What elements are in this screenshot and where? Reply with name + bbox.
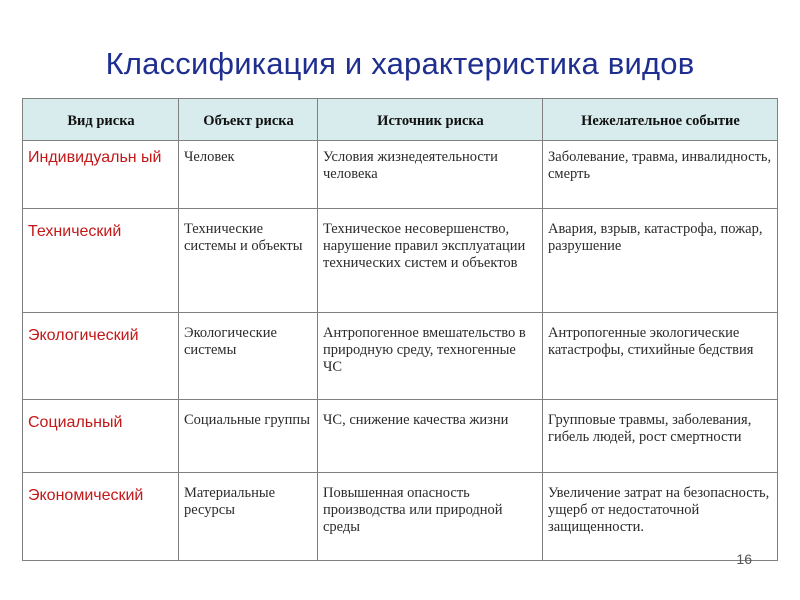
risk-event-cell: Групповые травмы, заболевания, гибель людей, рост смертности	[543, 400, 778, 473]
risk-kind-label: Индивидуальн ый	[28, 149, 162, 166]
risk-source-cell: Техническое несовершенство, нарушение правил эксплуатации технических систем и объектов	[318, 209, 543, 313]
column-header-event: Нежелательное событие	[543, 99, 778, 141]
risk-kind-cell	[23, 141, 179, 209]
column-header-object: Объект риска	[179, 99, 318, 141]
risk-event-cell: Увеличение затрат на безопасность, ущерб от недостаточной защищенности.	[543, 473, 778, 561]
risk-object-cell: Технические системы и объекты	[179, 209, 318, 313]
risk-source-cell: Условия жизнедеятельности человека	[318, 141, 543, 209]
table-row	[23, 209, 778, 313]
table-header-row	[23, 99, 778, 141]
risk-event-cell: Авария, взрыв, катастрофа, пожар, разрушение	[543, 209, 778, 313]
risk-event-cell: Антропогенные экологические катастрофы, стихийные бедствия	[543, 313, 778, 400]
risk-kind-label: Технический	[28, 223, 122, 240]
risk-object-cell: Социальные группы	[179, 400, 318, 473]
risk-classification-table	[22, 98, 778, 561]
column-header-source: Источник риска	[318, 99, 543, 141]
risk-kind-label: Социальный	[28, 414, 123, 431]
table-row	[23, 141, 778, 209]
table-row	[23, 473, 778, 561]
column-header-kind: Вид риска	[23, 99, 179, 141]
risk-kind-cell	[23, 313, 179, 400]
risk-object-cell: Материальные ресурсы	[179, 473, 318, 561]
risk-kind-label: Экономический	[28, 487, 144, 504]
risk-event-cell: Заболевание, травма, инвалидность, смерть	[543, 141, 778, 209]
risk-object-cell: Экологические системы	[179, 313, 318, 400]
table-row	[23, 400, 778, 473]
risk-source-cell: Антропогенное вмешательство в природную среду, техногенные ЧС	[318, 313, 543, 400]
risk-kind-cell	[23, 473, 179, 561]
page-number: 16	[736, 551, 752, 567]
risk-kind-label: Экологический	[28, 327, 139, 344]
risk-object-cell: Человек	[179, 141, 318, 209]
table-row	[23, 313, 778, 400]
risk-source-cell: ЧС, снижение качества жизни	[318, 400, 543, 473]
slide-title: Классификация и характеристика видов	[105, 46, 695, 81]
risk-kind-cell	[23, 400, 179, 473]
risk-source-cell: Повышенная опасность производства или природной среды	[318, 473, 543, 561]
risk-kind-cell	[23, 209, 179, 313]
